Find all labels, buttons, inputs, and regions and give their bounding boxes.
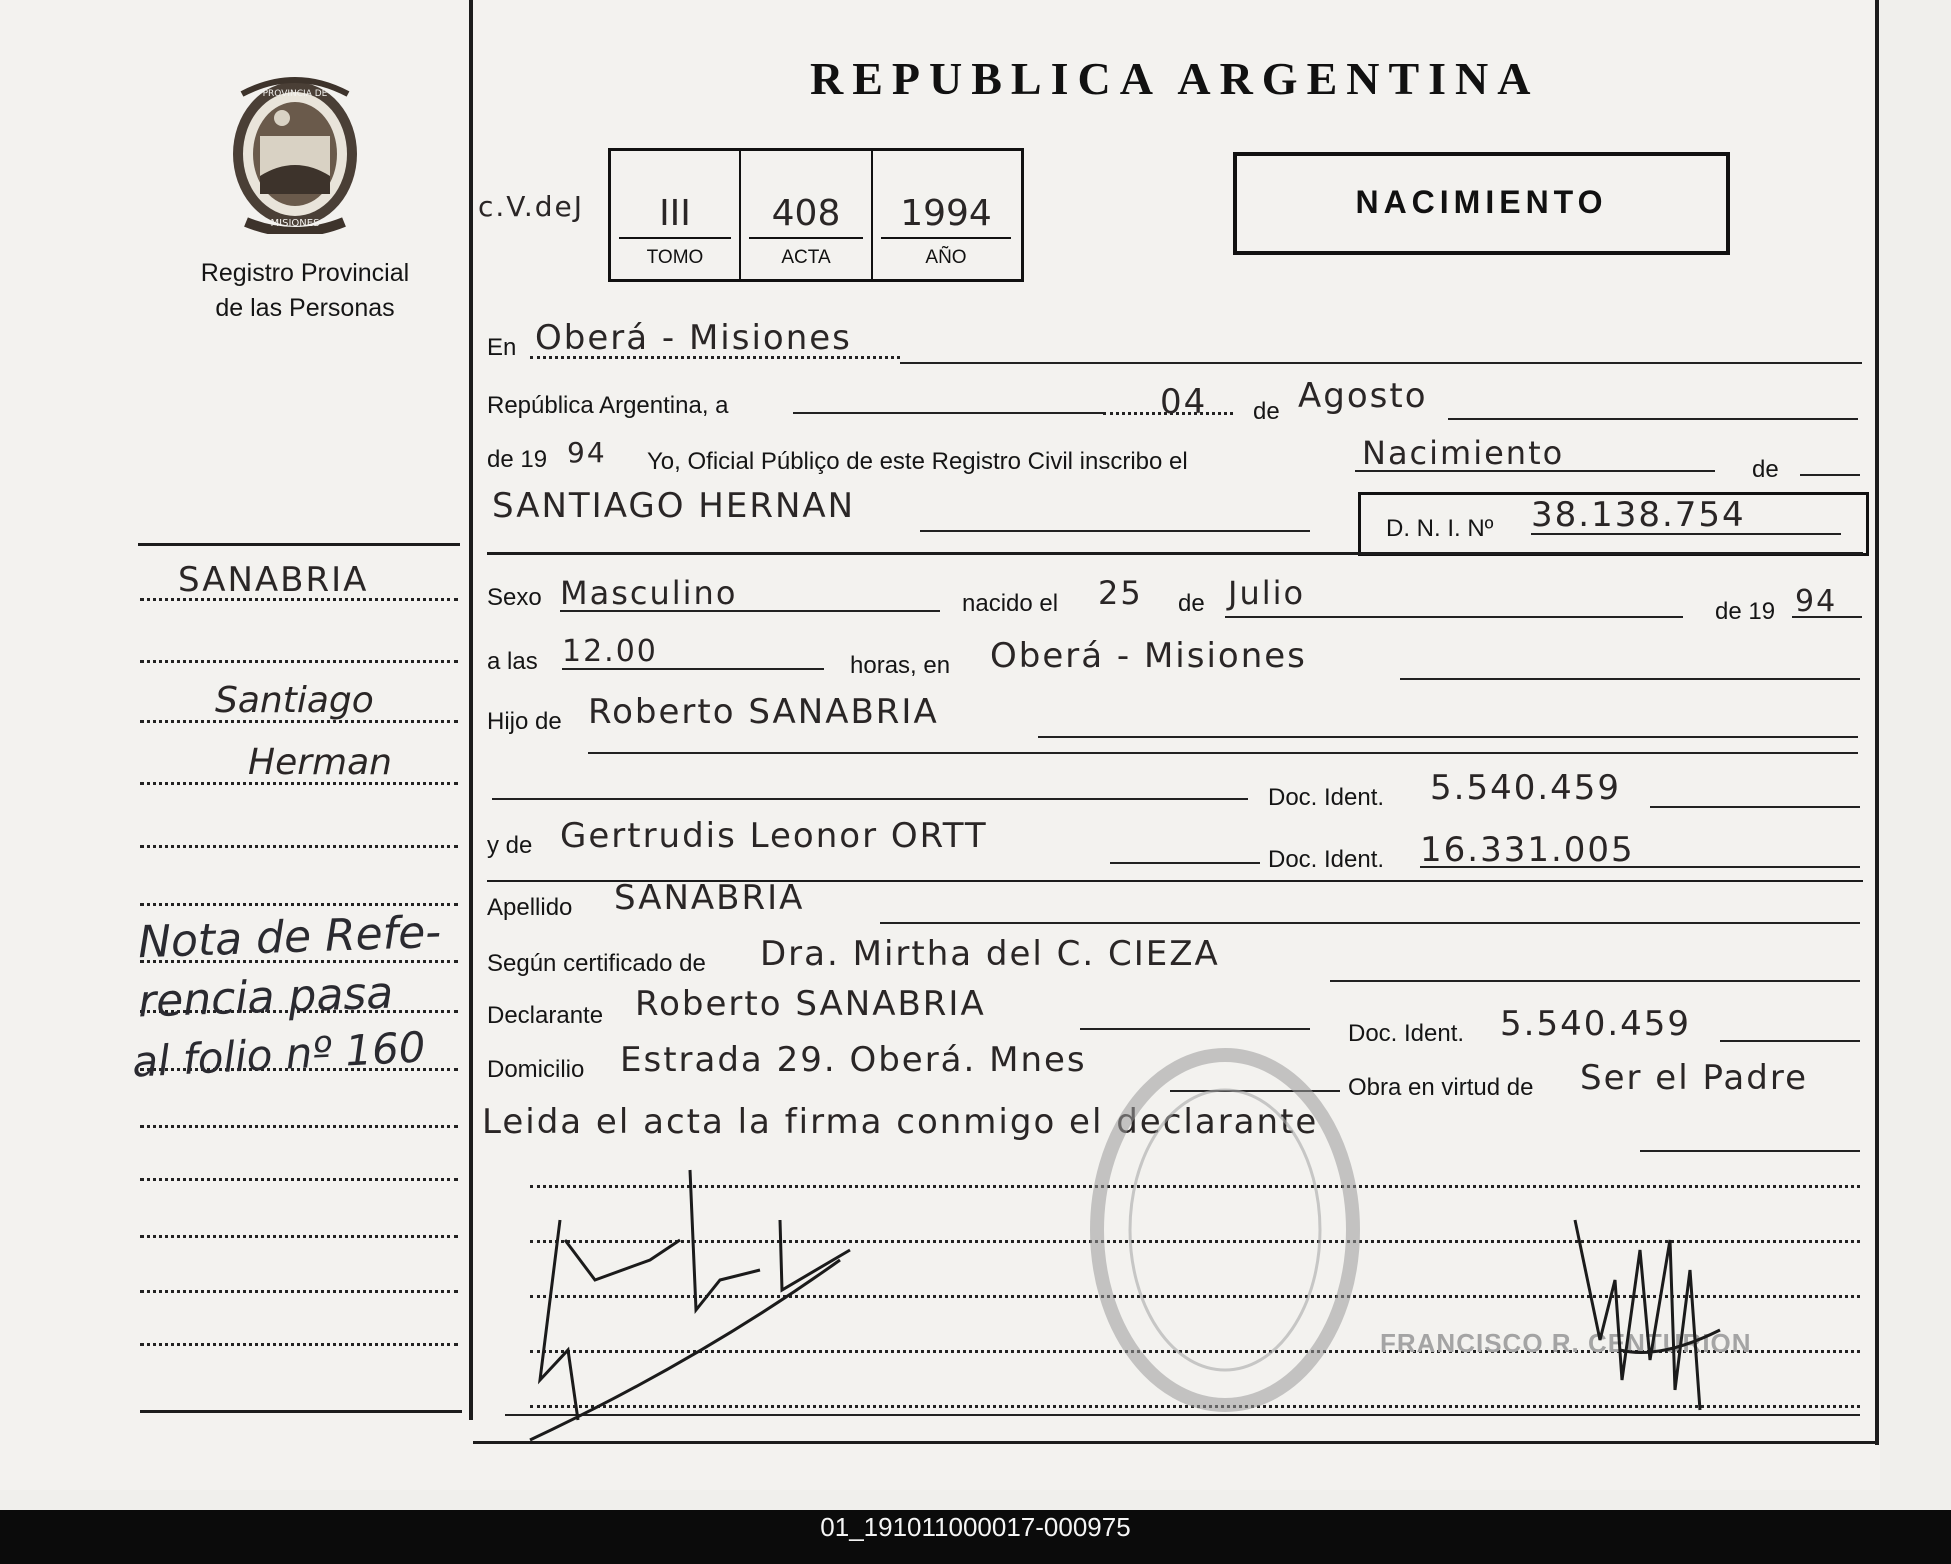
declarante-value: Roberto SANABRIA (635, 984, 986, 1024)
ano-cell (873, 151, 1019, 279)
form-line (1110, 862, 1260, 864)
form-line (530, 356, 900, 359)
document-id-footer: 01_191011000017-000975 (820, 1512, 1131, 1542)
margin-bottom-rule (140, 1410, 462, 1413)
father-doc-value: 5.540.459 (1430, 768, 1622, 808)
registry-name (150, 256, 460, 326)
form-line (562, 668, 824, 670)
certificado-label: Según certificado de (487, 950, 706, 977)
form-line (1640, 1150, 1860, 1152)
birth-year-value: 94 (1795, 584, 1838, 619)
inscribo-value: Nacimiento (1362, 434, 1565, 472)
acta-value: 408 (771, 193, 841, 234)
child-name-value: SANTIAGO HERNAN (492, 486, 856, 526)
provincial-seal-emblem (222, 74, 368, 234)
form-line (1792, 616, 1862, 618)
declarante-doc-value: 5.540.459 (1500, 1004, 1692, 1044)
certificado-value: Dra. Mirtha del C. CIEZA (760, 934, 1220, 974)
margin-note-line-1: Nota de Refe- (137, 906, 442, 969)
margin-line (140, 1235, 458, 1238)
ano-value: 1994 (900, 193, 992, 234)
ano-caption: AÑO (925, 247, 967, 268)
form-line (1355, 470, 1715, 472)
father-name-value: Roberto SANABRIA (588, 692, 939, 732)
doc-label: Doc. Ident. (1268, 784, 1385, 811)
y-de-label: y de (487, 832, 533, 859)
mother-name-value: Gertrudis Leonor ORTT (560, 816, 988, 856)
de-label-2: de (1752, 456, 1779, 483)
form-line (1448, 418, 1858, 420)
seal-text-top: PROVINCIA DE (262, 89, 328, 99)
sexo-value: Masculino (560, 574, 738, 612)
tomo-cell (611, 151, 741, 279)
margin-note-line-3: al folio nº 160 (130, 1022, 427, 1087)
form-line (880, 922, 1860, 924)
birth-month-value: Julio (1228, 574, 1306, 612)
act-type-label: NACIMIENTO (1355, 184, 1608, 220)
prefix-handwritten: c.V.deJ (478, 190, 584, 223)
margin-line (140, 660, 458, 663)
year-value: 94 (567, 436, 607, 469)
form-line (1080, 1028, 1310, 1030)
birth-day-value: 25 (1098, 574, 1143, 612)
margin-line (140, 1178, 458, 1181)
doc-label-2: Doc. Ident. (1268, 846, 1385, 873)
dni-box (1358, 492, 1869, 556)
margin-line (140, 1125, 458, 1128)
day-value: 04 (1160, 382, 1208, 422)
tomo-acta-ano-table (608, 148, 1024, 282)
form-line (1800, 474, 1860, 476)
birth-year-prefix: de 19 (1715, 598, 1776, 625)
form-line (1650, 806, 1860, 808)
registry-line-1: Registro Provincial (200, 259, 410, 287)
margin-line (140, 1343, 458, 1346)
form-line (793, 412, 1103, 414)
margin-line (140, 845, 458, 848)
nacido-label: nacido el (962, 590, 1059, 617)
sexo-label: Sexo (487, 584, 542, 611)
form-line (1225, 616, 1683, 618)
de-label: de (1253, 398, 1280, 425)
year-prefix: de 19 (487, 446, 548, 473)
apellido-value: SANABRIA (614, 878, 805, 918)
registry-line-2: de las Personas (215, 294, 395, 322)
dni-value: 38.138.754 (1531, 495, 1746, 535)
left-column-divider (469, 0, 473, 1420)
form-line (1330, 980, 1860, 982)
right-border (1875, 0, 1879, 1445)
margin-line (140, 903, 458, 906)
tomo-value: III (659, 193, 691, 234)
leida-text: Leida el acta la firma conmigo el declarante (482, 1102, 1319, 1142)
tomo-caption: TOMO (646, 247, 704, 268)
apellido-label: Apellido (487, 894, 573, 921)
form-line (560, 610, 940, 612)
a-las-label: a las (487, 648, 538, 675)
horas-label: horas, en (850, 652, 951, 679)
domicilio-value: Estrada 29. Oberá. Mnes (620, 1040, 1087, 1080)
form-line (920, 530, 1310, 532)
month-value: Agosto (1298, 376, 1428, 416)
act-type-box (1233, 152, 1730, 255)
en-value: Oberá - Misiones (535, 318, 852, 358)
declarante-label: Declarante (487, 1002, 604, 1029)
form-line (1720, 1040, 1860, 1042)
form-line (1531, 533, 1841, 535)
de-label-3: de (1178, 590, 1205, 617)
seal-text-bottom: MISIONES (270, 218, 320, 229)
section-rule (487, 552, 1863, 555)
en-label: En (487, 334, 517, 361)
republica-label: República Argentina, a (487, 392, 729, 419)
margin-line (140, 1290, 458, 1293)
margin-note-line-2: rencia pasa (137, 967, 395, 1028)
form-line (1038, 736, 1858, 738)
form-line (1420, 866, 1860, 868)
margin-first-name-2: Herman (248, 742, 392, 783)
country-title: REPUBLICA ARGENTINA (810, 53, 1540, 104)
form-line (588, 752, 1858, 754)
form-line (1400, 678, 1860, 680)
hour-value: 12.00 (562, 634, 658, 669)
margin-surname: SANABRIA (178, 560, 369, 600)
obra-value: Ser el Padre (1580, 1058, 1808, 1098)
acta-cell (741, 151, 873, 279)
dni-label: D. N. I. Nº (1386, 515, 1494, 542)
obra-label: Obra en virtud de (1348, 1074, 1534, 1101)
inscribo-label: Yo, Oficial Públiço de este Registro Civil inscribo el (647, 448, 1188, 475)
hijo-label: Hijo de (487, 708, 562, 735)
form-line (900, 362, 1862, 364)
margin-top-rule (138, 543, 460, 546)
acta-caption: ACTA (781, 247, 831, 268)
birth-place-value: Oberá - Misiones (990, 636, 1307, 676)
declarant-signature (520, 1160, 860, 1460)
official-signature (1560, 1210, 1740, 1430)
form-line (492, 798, 1248, 800)
stamp-text: FRANCISCO R. CENTURION (1380, 1328, 1752, 1358)
margin-first-name-1: Santiago (215, 680, 374, 721)
official-stamp (1080, 1040, 1380, 1420)
domicilio-label: Domicilio (487, 1056, 585, 1083)
mother-doc-value: 16.331.005 (1420, 830, 1635, 870)
doc-label-3: Doc. Ident. (1348, 1020, 1465, 1047)
